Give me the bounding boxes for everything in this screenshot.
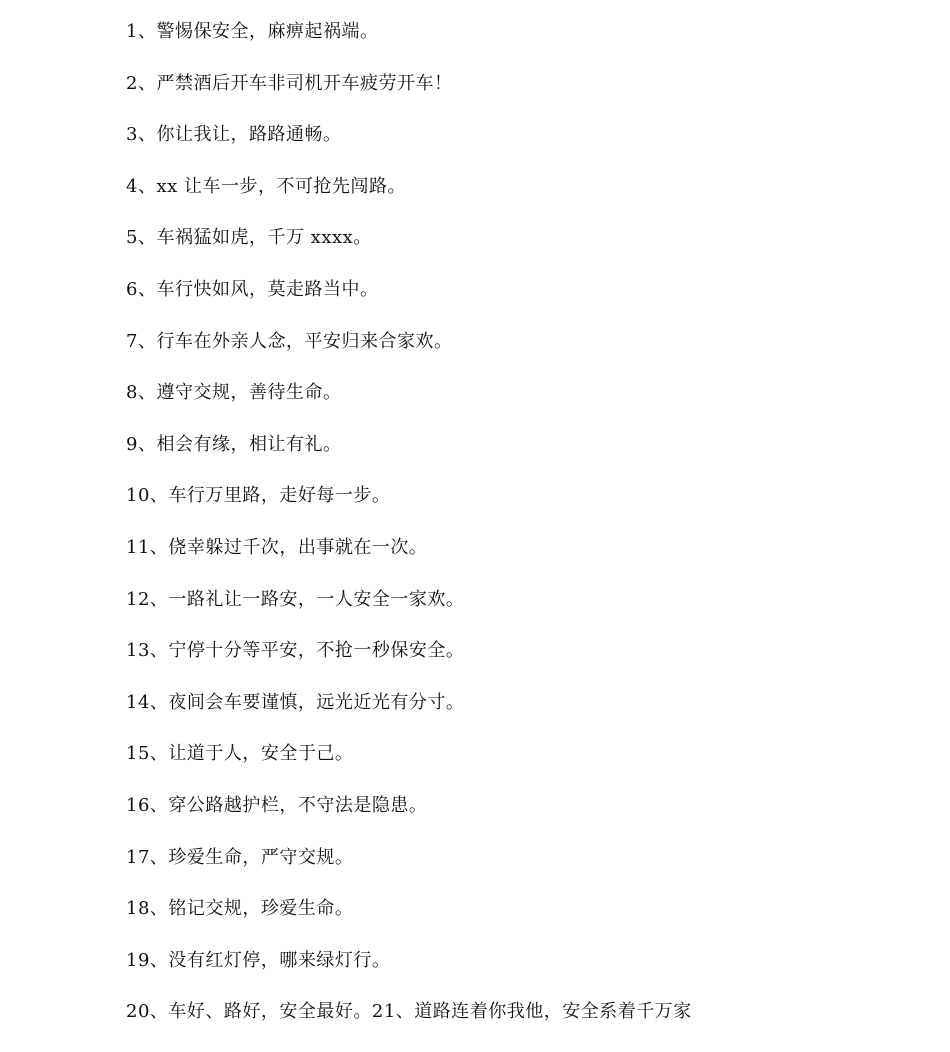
list-item: 1、警惕保安全，麻痹起祸端。 bbox=[126, 21, 379, 42]
list-item: 17、珍爱生命，严守交规。 bbox=[126, 846, 354, 868]
list-item: 16、穿公路越护栏，不守法是隐患。 bbox=[126, 794, 428, 816]
list-item: 8、遵守交规，善待生命。 bbox=[126, 382, 342, 404]
list-item: 7、行车在外亲人念，平安归来合家欢。 bbox=[126, 330, 453, 352]
list-item: 19、没有红灯停，哪来绿灯行。 bbox=[126, 949, 391, 971]
list-item: 11、侥幸躲过千次，出事就在一次。 bbox=[126, 536, 428, 558]
list-item: 20、车好、路好，安全最好。21、道路连着你我他，安全系着千万家 bbox=[126, 1001, 692, 1023]
list-item: 9、相会有缘，相让有礼。 bbox=[126, 433, 342, 455]
list-item: 6、车行快如风，莫走路当中。 bbox=[126, 278, 379, 300]
list-item: 5、车祸猛如虎，千万 xxxx。 bbox=[126, 227, 372, 249]
list-item: 15、让道于人，安全于己。 bbox=[126, 743, 354, 765]
list-item: 13、宁停十分等平安，不抢一秒保安全。 bbox=[126, 640, 465, 662]
list-item: 10、车行万里路，走好每一步。 bbox=[126, 485, 391, 507]
list-item: 12、一路礼让一路安，一人安全一家欢。 bbox=[126, 588, 465, 610]
slogan-list bbox=[126, 20, 926, 1052]
list-item: 3、你让我让，路路通畅。 bbox=[126, 124, 342, 146]
list-item: 4、xx 让车一步，不可抢先闯路。 bbox=[126, 175, 406, 197]
list-item: 18、铭记交规，珍爱生命。 bbox=[126, 898, 354, 920]
list-item: 14、夜间会车要谨慎，远光近光有分寸。 bbox=[126, 691, 465, 713]
list-item: 2、严禁酒后开车非司机开车疲劳开车！ bbox=[126, 72, 453, 94]
